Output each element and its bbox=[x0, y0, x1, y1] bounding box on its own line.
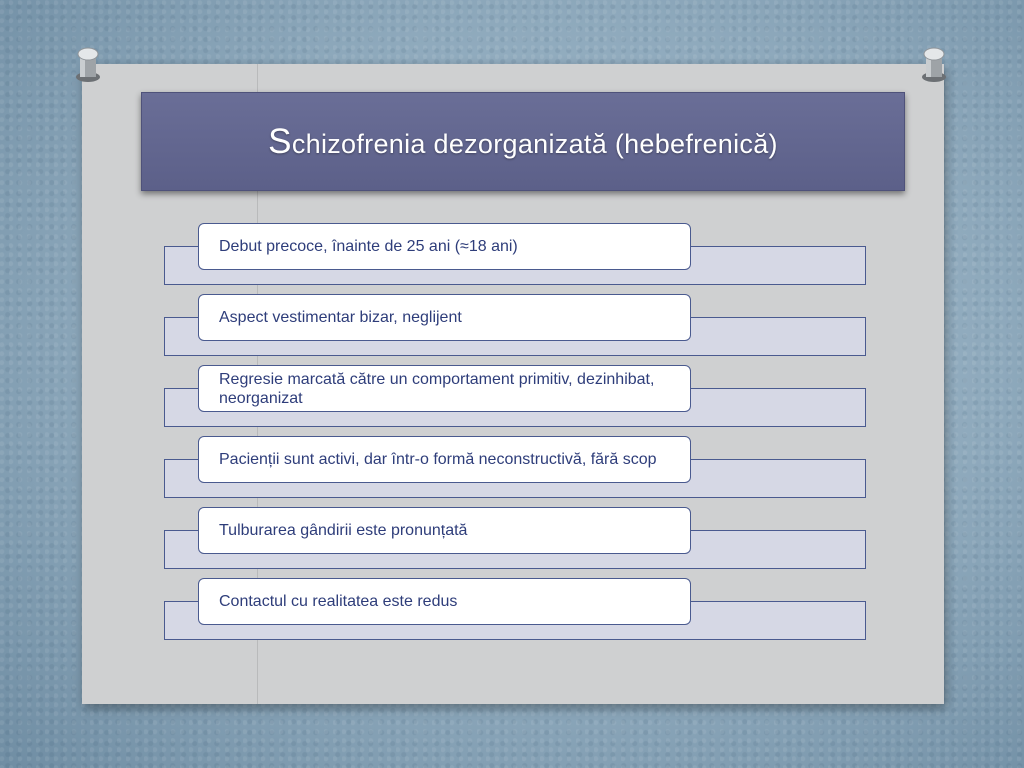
list-item: Tulburarea gândirii este pronunțată bbox=[198, 507, 691, 554]
title-bar bbox=[141, 92, 905, 191]
list-item: Debut precoce, înainte de 25 ani (≈18 ani) bbox=[198, 223, 691, 270]
list-item: Aspect vestimentar bizar, neglijent bbox=[198, 294, 691, 341]
list-item: Pacienții sunt activi, dar într-o formă neconstructivă, fără scop bbox=[198, 436, 691, 483]
slide-title-initial: S bbox=[268, 121, 292, 161]
slide-title bbox=[268, 122, 778, 162]
list-item: Contactul cu realitatea este redus bbox=[198, 578, 691, 625]
pin-icon bbox=[918, 44, 950, 84]
pin-icon bbox=[72, 44, 104, 84]
list-item: Regresie marcată către un comportament primitiv, dezinhibat, neorganizat bbox=[198, 365, 691, 412]
slide-title-rest: chizofrenia dezorganizată (hebefrenică) bbox=[291, 128, 778, 159]
